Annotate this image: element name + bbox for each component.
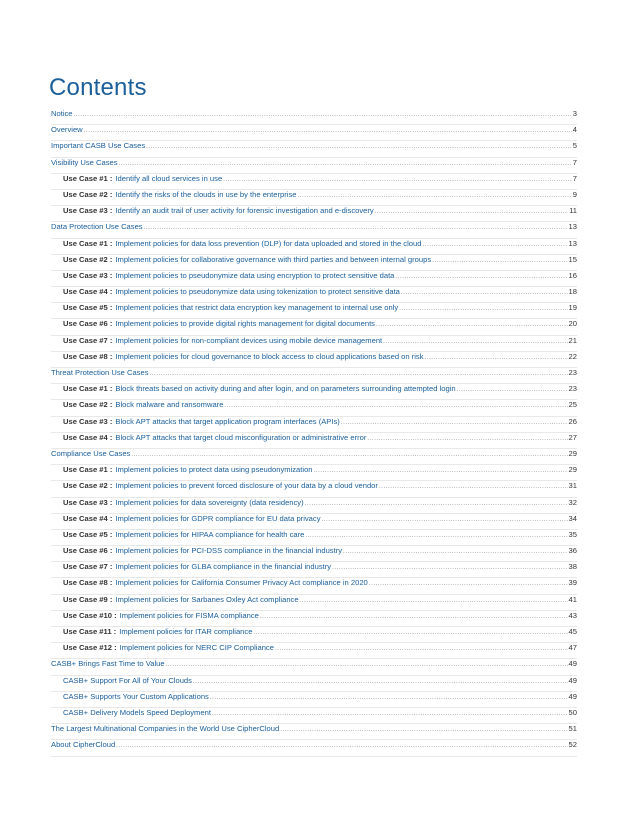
toc-entry-label: Notice <box>51 109 73 118</box>
toc-entry-title <box>63 465 313 474</box>
dot-leader <box>369 581 568 587</box>
toc-entry-label: Identify an audit trail of user activity for forensic investigation and e-discovery <box>115 206 374 216</box>
toc-entry[interactable] <box>51 109 577 125</box>
dot-leader <box>422 242 567 248</box>
toc-entry-title <box>63 384 456 393</box>
toc-entry[interactable] <box>51 287 577 303</box>
dot-leader <box>343 549 568 555</box>
use-case-number: Use Case #7 : <box>63 335 113 345</box>
dot-leader <box>395 274 567 280</box>
dot-leader <box>275 646 568 652</box>
toc-entry[interactable] <box>51 433 577 449</box>
page-title: Contents <box>49 74 147 101</box>
page-number: 16 <box>568 270 577 280</box>
toc-entry-title <box>63 643 274 652</box>
page-number: 31 <box>568 481 577 491</box>
toc-entry[interactable] <box>51 125 577 141</box>
toc-entry-label: Threat Protection Use Cases <box>51 368 149 377</box>
toc-entry[interactable] <box>51 676 577 692</box>
page-number: 13 <box>568 238 577 248</box>
toc-entry[interactable] <box>51 190 577 206</box>
toc-entry-label: CASB+ Supports Your Custom Applications <box>63 691 209 701</box>
use-case-number: Use Case #5 : <box>63 529 113 539</box>
use-case-number: Use Case #4 : <box>63 432 113 442</box>
toc-entry[interactable] <box>51 611 577 627</box>
toc-entry-label: Implement policies for collaborative governance with third parties and between internal groups <box>115 254 432 264</box>
toc-entry-title <box>63 627 252 636</box>
page-number: 7 <box>572 173 577 183</box>
dot-leader <box>305 501 568 507</box>
page-number: 49 <box>568 691 577 701</box>
toc-entry[interactable] <box>51 465 577 481</box>
page-number: 51 <box>568 724 577 734</box>
toc-entry-title <box>51 449 130 458</box>
toc-entry-title <box>51 222 143 231</box>
toc-entry-label: Compliance Use Cases <box>51 448 131 458</box>
dot-leader <box>432 258 567 264</box>
toc-entry-label: Block malware and ransomware <box>115 400 224 410</box>
toc-entry[interactable] <box>51 303 577 319</box>
toc-entry-title <box>63 514 321 523</box>
dot-leader <box>131 452 567 458</box>
page-number: 22 <box>568 351 577 361</box>
toc-entry[interactable] <box>51 417 577 433</box>
page-number: 9 <box>572 189 577 199</box>
toc-entry[interactable] <box>51 336 577 352</box>
toc-entry-label: Overview <box>51 125 83 135</box>
dot-leader <box>260 614 568 620</box>
toc-entry[interactable] <box>51 692 577 708</box>
toc-entry-title <box>63 174 222 183</box>
toc-entry-label: Important CASB Use Cases <box>51 141 146 151</box>
toc-entry[interactable] <box>51 174 577 190</box>
toc-entry-title <box>51 740 115 749</box>
use-case-number: Use Case #9 : <box>63 594 113 604</box>
page-number: 25 <box>568 400 577 410</box>
dot-leader <box>401 290 568 296</box>
use-case-number: Use Case #3 : <box>63 416 113 426</box>
use-case-number: Use Case #4 : <box>63 513 113 523</box>
page-number: 49 <box>568 675 577 685</box>
dot-leader <box>253 630 567 636</box>
page-number: 23 <box>568 384 577 394</box>
toc-entry-title <box>63 530 304 539</box>
toc-entry-label: Identify the risks of the clouds in use by the enterprise <box>115 189 297 199</box>
page-number: 20 <box>568 319 577 329</box>
use-case-number: Use Case #12 : <box>63 643 117 653</box>
use-case-number: Use Case #2 : <box>63 481 113 491</box>
dot-leader <box>379 484 568 490</box>
toc-entry-label: Implement policies for FISMA compliance <box>119 610 259 620</box>
dot-leader <box>116 743 567 749</box>
toc-entry-title <box>51 158 118 167</box>
toc-entry-label: Implement policies for GDPR compliance for EU data privacy <box>115 513 321 523</box>
page-number: 29 <box>568 465 577 475</box>
toc-entry[interactable] <box>51 708 577 724</box>
toc-entry-title <box>63 206 374 215</box>
toc-entry-title <box>63 271 394 280</box>
toc-entry-label: Implement policies that restrict data encryption key management to internal use only <box>115 303 399 313</box>
dot-leader <box>150 371 568 377</box>
page-number: 21 <box>568 335 577 345</box>
toc-entry-label: About CipherCloud <box>51 740 116 750</box>
toc-entry-title <box>63 562 331 571</box>
toc-entry-label: Data Protection Use Cases <box>51 222 143 232</box>
toc-entry-label: Implement policies for GLBA compliance in the financial industry <box>115 562 332 572</box>
toc-entry[interactable] <box>51 659 577 675</box>
use-case-number: Use Case #2 : <box>63 254 113 264</box>
toc-entry-title <box>51 368 149 377</box>
use-case-number: Use Case #6 : <box>63 546 113 556</box>
toc-entry-label: Implement policies to prevent forced disclosure of your data by a cloud vendor <box>115 481 378 491</box>
page-number: 11 <box>569 206 577 216</box>
toc-entry[interactable] <box>51 271 577 287</box>
use-case-number: Use Case #1 : <box>63 173 113 183</box>
use-case-number: Use Case #4 : <box>63 287 113 297</box>
use-case-number: Use Case #1 : <box>63 238 113 248</box>
dot-leader <box>367 436 567 442</box>
toc-entry-label: Implement policies for non-compliant devices using mobile device management <box>115 335 383 345</box>
toc-entry-title <box>63 400 223 409</box>
toc-entry-title <box>63 546 342 555</box>
use-case-number: Use Case #8 : <box>63 578 113 588</box>
toc-entry-label: Implement policies to pseudonymize data using tokenization to protect sensitive data <box>115 287 400 297</box>
page-number: 38 <box>568 562 577 572</box>
toc-entry[interactable] <box>51 400 577 416</box>
toc-entry[interactable] <box>51 206 577 222</box>
toc-entry-title <box>63 255 431 264</box>
toc-entry-label: Implement policies to protect data using pseudonymization <box>115 465 313 475</box>
toc-entry[interactable] <box>51 595 577 611</box>
toc-entry-label: Implement policies for California Consumer Privacy Act compliance in 2020 <box>115 578 368 588</box>
dot-leader <box>210 695 568 701</box>
toc-entry-label: Block APT attacks that target cloud misconfiguration or administrative error <box>115 432 367 442</box>
toc-entry-label: Block APT attacks that target application program interfaces (APIs) <box>115 416 340 426</box>
toc-entry[interactable] <box>51 498 577 514</box>
page-number: 49 <box>568 659 577 669</box>
page-number: 19 <box>568 303 577 313</box>
toc-entry[interactable] <box>51 562 577 578</box>
use-case-number: Use Case #3 : <box>63 497 113 507</box>
toc-entry[interactable] <box>51 319 577 335</box>
use-case-number: Use Case #3 : <box>63 270 113 280</box>
toc-entry-title <box>51 724 279 733</box>
page-number: 32 <box>568 497 577 507</box>
dot-leader <box>314 468 568 474</box>
dot-leader <box>193 679 568 685</box>
use-case-number: Use Case #6 : <box>63 319 113 329</box>
toc-entry-title <box>63 611 259 620</box>
toc-entry-label: Visibility Use Cases <box>51 157 118 167</box>
toc-entry[interactable] <box>51 546 577 562</box>
toc-entry-title <box>63 303 398 312</box>
use-case-number: Use Case #2 : <box>63 189 113 199</box>
toc-entry-label: Implement policies for ITAR compliance <box>119 627 253 636</box>
page-number: 3 <box>572 109 577 118</box>
use-case-number: Use Case #11 : <box>63 627 117 636</box>
toc-entry-title <box>63 239 421 248</box>
page-number: 39 <box>568 578 577 588</box>
dot-leader <box>399 306 567 312</box>
page-number: 36 <box>568 546 577 556</box>
dot-leader <box>383 339 567 345</box>
toc-entry-label: Implement policies to pseudonymize data using encryption to protect sensitive data <box>115 270 395 280</box>
use-case-number: Use Case #8 : <box>63 351 113 361</box>
dot-leader <box>332 565 567 571</box>
use-case-number: Use Case #1 : <box>63 384 113 394</box>
toc-entry-title <box>51 125 83 134</box>
dot-leader <box>300 598 568 604</box>
dot-leader <box>341 420 568 426</box>
toc-entry-title <box>63 352 424 361</box>
toc-entry[interactable] <box>51 740 577 756</box>
dot-leader <box>212 711 568 717</box>
toc-entry[interactable] <box>51 141 577 157</box>
page-number: 41 <box>568 594 577 604</box>
toc-entry-label: Implement policies for NERC CIP Compliance <box>119 643 274 653</box>
page-number: 23 <box>568 368 577 377</box>
dot-leader <box>84 128 572 134</box>
dot-leader <box>425 355 568 361</box>
dot-leader <box>119 161 572 167</box>
table-of-contents <box>51 109 577 757</box>
dot-leader <box>280 727 567 733</box>
toc-entry-title <box>63 708 211 717</box>
toc-entry-title <box>63 692 209 701</box>
toc-entry[interactable] <box>51 724 577 740</box>
toc-entry-title <box>63 336 382 345</box>
page-number: 52 <box>568 740 577 750</box>
toc-entry[interactable] <box>51 352 577 368</box>
toc-entry-title <box>63 578 368 587</box>
page-number: 15 <box>568 254 577 264</box>
page-number: 43 <box>568 610 577 620</box>
page-number: 27 <box>568 432 577 442</box>
page-number: 50 <box>568 707 577 717</box>
toc-entry[interactable] <box>51 158 577 174</box>
dot-leader <box>223 177 572 183</box>
page-number: 13 <box>568 222 577 232</box>
dot-leader <box>146 144 572 150</box>
toc-entry-label: Implement policies for PCI-DSS compliance in the financial industry <box>115 546 343 556</box>
toc-entry[interactable] <box>51 643 577 659</box>
toc-entry-label: Block threats based on activity during and after login, and on parameters surrounding attempted login <box>115 384 456 394</box>
page-number: 7 <box>572 157 577 167</box>
toc-entry[interactable] <box>51 368 577 384</box>
toc-entry-label: The Largest Multinational Companies in the World Use CipherCloud <box>51 724 280 734</box>
toc-entry-label: CASB+ Delivery Models Speed Deployment <box>63 707 211 717</box>
toc-entry[interactable] <box>51 239 577 255</box>
toc-entry-label: Implement policies for HIPAA compliance for health care <box>115 529 305 539</box>
dot-leader <box>322 517 568 523</box>
toc-entry-label: Implement policies for Sarbanes Oxley Act compliance <box>115 594 299 604</box>
page-number: 18 <box>568 287 577 297</box>
use-case-number: Use Case #1 : <box>63 465 113 475</box>
page-number: 4 <box>572 125 577 135</box>
toc-entry-title <box>51 109 73 118</box>
toc-entry[interactable] <box>51 255 577 271</box>
toc-entry-label: Implement policies for cloud governance to block access to cloud applications based on risk <box>115 351 424 361</box>
page-number: 47 <box>568 643 577 653</box>
toc-entry-label: Implement policies to provide digital rights management for digital documents <box>115 319 375 329</box>
toc-entry-label: Identify all cloud services in use <box>115 173 223 183</box>
toc-entry[interactable] <box>51 578 577 594</box>
toc-entry-title <box>51 141 145 150</box>
use-case-number: Use Case #5 : <box>63 303 113 313</box>
toc-entry[interactable] <box>51 222 577 238</box>
dot-leader <box>376 322 568 328</box>
toc-entry[interactable] <box>51 449 577 465</box>
use-case-number: Use Case #3 : <box>63 206 113 216</box>
page-number: 5 <box>572 141 577 151</box>
toc-entry-title <box>63 595 299 604</box>
toc-entry-title <box>63 190 296 199</box>
dot-leader <box>224 403 567 409</box>
page-number: 34 <box>568 513 577 523</box>
toc-entry-label: CASB+ Brings Fast Time to Value <box>51 659 165 669</box>
toc-entry-title <box>63 433 366 442</box>
dot-leader <box>166 662 568 668</box>
page-number: 29 <box>568 448 577 458</box>
toc-entry-title <box>63 287 400 296</box>
toc-entry-title <box>63 319 375 328</box>
dot-leader <box>74 112 572 118</box>
toc-entry-title <box>63 676 192 685</box>
toc-entry[interactable] <box>51 627 577 643</box>
dot-leader <box>144 225 568 231</box>
dot-leader <box>305 533 567 539</box>
toc-entry-title <box>51 659 165 668</box>
page-number: 26 <box>568 416 577 426</box>
toc-entry-label: CASB+ Support For All of Your Clouds <box>63 675 192 685</box>
page-number: 45 <box>568 627 577 636</box>
toc-entry[interactable] <box>51 481 577 497</box>
dot-leader <box>297 193 571 199</box>
toc-entry-title <box>63 481 378 490</box>
dot-leader <box>375 209 568 215</box>
use-case-number: Use Case #7 : <box>63 562 113 572</box>
toc-entry-title <box>63 498 304 507</box>
toc-entry[interactable] <box>51 530 577 546</box>
toc-entry[interactable] <box>51 384 577 400</box>
toc-entry-label: Implement policies for data loss prevention (DLP) for data uploaded and stored in the cloud <box>115 238 422 248</box>
toc-entry[interactable] <box>51 514 577 530</box>
toc-entry-title <box>63 417 340 426</box>
page-number: 35 <box>568 529 577 539</box>
use-case-number: Use Case #10 : <box>63 610 117 620</box>
dot-leader <box>457 387 568 393</box>
toc-entry-label: Implement policies for data sovereignty (data residency) <box>115 497 304 507</box>
use-case-number: Use Case #2 : <box>63 400 113 410</box>
